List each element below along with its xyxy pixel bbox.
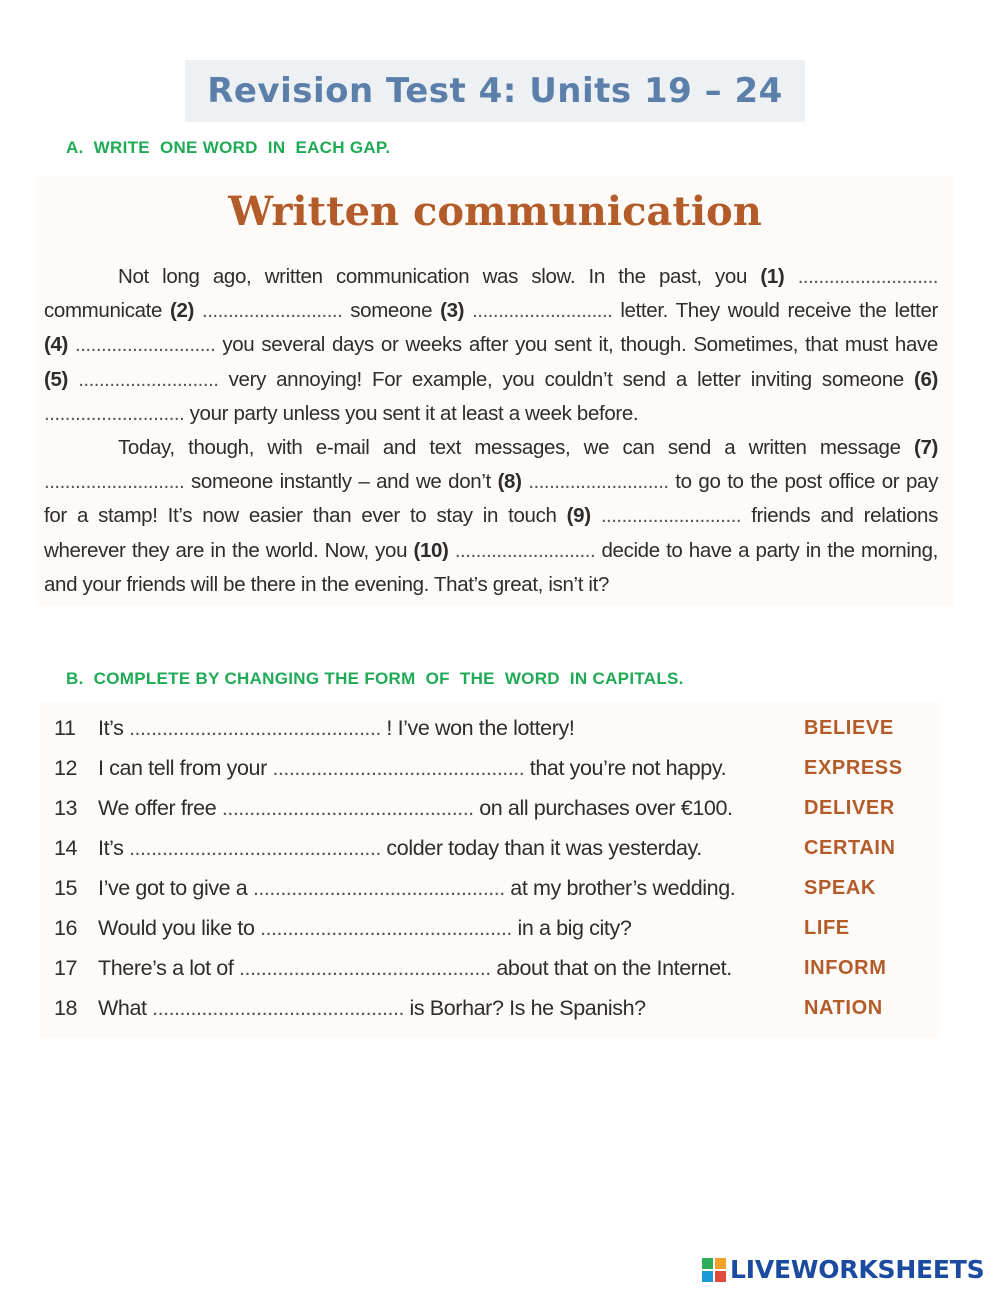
liveworksheets-logo [702, 1255, 984, 1284]
capital-word: NATION [804, 997, 883, 1019]
section-a-heading: A. WRITE ONE WORD IN EACH GAP. [66, 138, 391, 157]
section-a-panel [36, 176, 954, 606]
capital-word: DELIVER [804, 797, 895, 819]
logo-square [702, 1258, 713, 1269]
exercise-item: 11 It’s .............................................. ! I’ve won the lottery! BELIEVE [54, 716, 894, 740]
gap-number-7: (7) [913, 436, 938, 460]
capital-word: BELIEVE [804, 717, 894, 739]
gap-number-2: (2) [170, 299, 195, 323]
item-number: 14 [54, 836, 78, 860]
gap-blank-2[interactable]: ........................... [202, 299, 343, 323]
gap-number-4: (4) [44, 333, 69, 357]
exercise-item: 18 What .............................................. is Borhar? Is he Spanish? NATION [54, 996, 883, 1020]
section-b-heading: B. COMPLETE BY CHANGING THE FORM OF THE WORD IN CAPITALS. [66, 669, 684, 688]
logo-square [715, 1258, 726, 1269]
gap-number-8: (8) [497, 470, 522, 494]
answer-blank-14[interactable]: .............................................. [129, 836, 381, 860]
title-banner [185, 60, 805, 122]
gap-blank-10[interactable]: ........................... [454, 538, 596, 562]
capital-word: INFORM [804, 957, 887, 979]
gap-blank-5[interactable]: ........................... [78, 367, 219, 391]
gap-blank-6[interactable]: ........................... [44, 401, 185, 425]
gap-blank-3[interactable]: ........................... [472, 299, 613, 323]
gap-number-3: (3) [440, 299, 465, 323]
item-number: 17 [54, 956, 78, 980]
exercise-item: 15 I’ve got to give a .............................................. at my brother’s wedding. SPEAK [54, 876, 876, 900]
exercise-item: 13 We offer free .............................................. on all purchases over €100. DELIVER [54, 796, 895, 820]
passage-title: Written communication [228, 188, 762, 235]
exercise-item: 16 Would you like to .............................................. in a big city? LIFE [54, 916, 850, 940]
item-number: 15 [54, 876, 78, 900]
item-number: 12 [54, 756, 78, 780]
capital-word: EXPRESS [804, 757, 903, 779]
capital-word: SPEAK [804, 877, 876, 899]
gap-number-6: (6) [913, 367, 938, 391]
passage-paragraph-2: Today, though, with e-mail and text messages, we can send a written message (7) ........................... someone instantly – and we don’t (8) ........................... to go to the post office or pay for a stamp! It’s now easier than ever to stay in touch (9) ........................... friends and relations wherever they are in the world. Now, you (10) ........................... decide to have a party in the morning, and your friends will be there in the evening. That’s great, isn’t it? [44, 436, 939, 596]
answer-blank-18[interactable]: .............................................. [152, 996, 404, 1020]
logo-square [715, 1271, 726, 1282]
gap-blank-9[interactable]: ........................... [600, 504, 742, 528]
gap-number-1: (1) [760, 265, 785, 288]
gap-blank-8[interactable]: ........................... [528, 470, 669, 494]
logo-text: LIVEWORKSHEETS [730, 1255, 985, 1284]
gap-blank-7[interactable]: ........................... [44, 470, 185, 494]
gap-number-10: (10) [413, 538, 449, 562]
answer-blank-17[interactable]: .............................................. [239, 956, 491, 980]
answer-blank-11[interactable]: .............................................. [129, 716, 381, 740]
answer-blank-15[interactable]: .............................................. [252, 876, 505, 900]
page-title: Revision Test 4: Units 19 – 24 [207, 71, 783, 111]
gap-blank-1[interactable]: ........................... [797, 265, 938, 288]
capital-word: CERTAIN [804, 837, 896, 859]
item-number: 16 [54, 916, 78, 940]
section-b-panel [40, 702, 940, 1038]
passage-paragraph-1: Not long ago, written communication was slow. In the past, you (1) ........................... communicate (2) ........................... someone (3) ........................... letter. They would receive the letter (4) ........................... you several days or weeks after you sent it, though. Sometimes, that must have (5) ........................... very annoying! For example, you couldn’t send a letter inviting someone (6) ........................... your party unless you sent it at least a week before. [44, 265, 939, 425]
answer-blank-13[interactable]: .............................................. [221, 796, 474, 820]
capital-word: LIFE [804, 917, 850, 939]
logo-grid-icon [702, 1258, 726, 1282]
answer-blank-12[interactable]: .............................................. [272, 756, 525, 780]
answer-blank-16[interactable]: .............................................. [260, 916, 512, 940]
exercise-item: 14 It’s .............................................. colder today than it was yesterday. CERTAIN [54, 836, 896, 860]
gap-number-5: (5) [44, 367, 69, 391]
item-number: 18 [54, 996, 78, 1020]
exercise-item: 12 I can tell from your .............................................. that you’re not happy. EXPRESS [54, 756, 903, 780]
exercise-item: 17 There’s a lot of .............................................. about that on the Internet. INFORM [54, 956, 887, 980]
gap-number-9: (9) [566, 504, 591, 528]
item-number: 13 [54, 796, 78, 820]
logo-square [702, 1271, 713, 1282]
passage [44, 260, 938, 602]
item-number: 11 [54, 716, 76, 740]
gap-blank-4[interactable]: ........................... [75, 333, 216, 357]
